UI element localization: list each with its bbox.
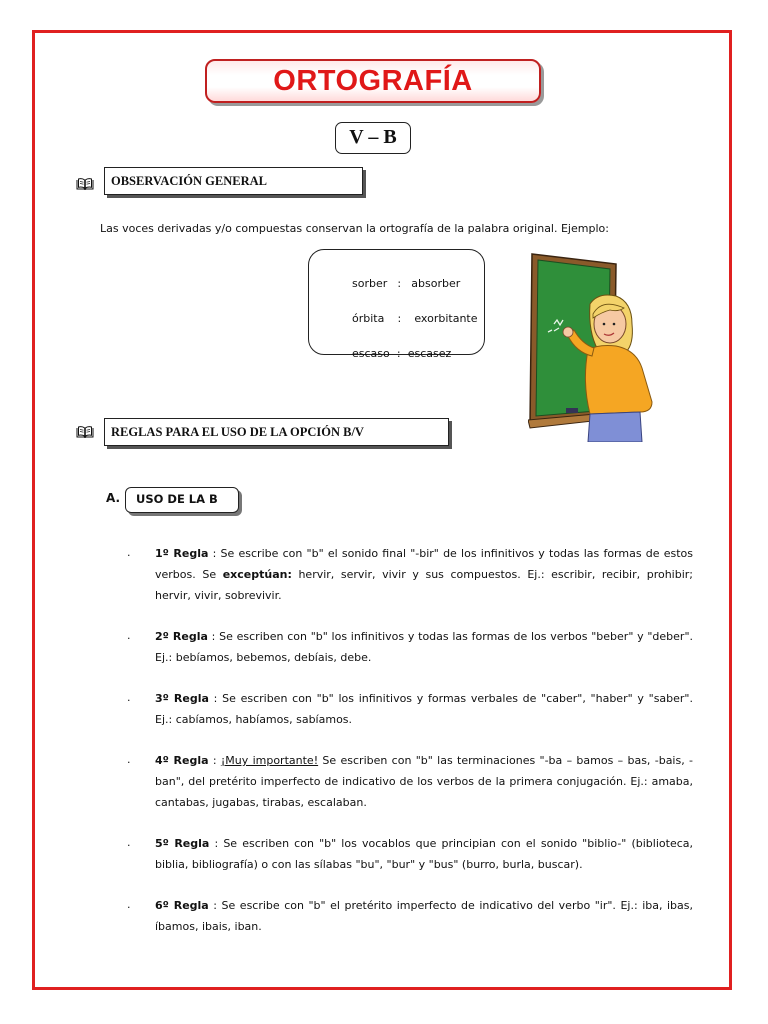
- example-derived: absorber: [411, 277, 461, 290]
- rule-colon: :: [208, 547, 221, 560]
- section-header-reglas: [104, 418, 449, 446]
- rule-bullet: .: [127, 691, 131, 704]
- rule-text: Se escriben con "b" los infinitivos y todas las formas de los verbos "beber" y "deber". Ej.: bebíamos, bebemos, debíais, debe.: [155, 630, 694, 664]
- open-book-icon: [76, 178, 94, 190]
- page-subtitle: V – B: [349, 126, 397, 148]
- subtitle-box: [335, 122, 411, 154]
- example-word: escaso: [352, 347, 390, 360]
- rule-item: [155, 895, 693, 937]
- example-row: [338, 299, 478, 338]
- title-banner: [205, 59, 541, 103]
- rule-label: 3º Regla: [155, 692, 209, 705]
- rule-colon: :: [208, 692, 223, 705]
- example-row: [338, 334, 451, 373]
- rule-colon: :: [208, 899, 222, 912]
- rule-text: Se escriben con "b" los infinitivos y formas verbales de "caber", "haber" y "saber". Ej.: cabíamos, habíamos, sabíamos.: [155, 692, 693, 726]
- rule-item: [155, 626, 693, 668]
- example-separator: :: [396, 347, 401, 360]
- rule-text-cont: hervir, servir, vivir y sus compuestos. Ej.: escribir, recibir, prohibir; hervir, vivir, sobrevivir.: [155, 568, 694, 602]
- rule-emphasis: exceptúan:: [222, 568, 292, 581]
- rule-underlined-note: ¡Muy importante!: [220, 754, 319, 767]
- rule-bullet: .: [127, 629, 131, 642]
- open-book-icon: [76, 426, 94, 438]
- rule-label: 1º Regla: [155, 547, 209, 560]
- page-title: ORTOGRAFÍA: [273, 65, 473, 97]
- example-derived: escasez: [407, 347, 452, 360]
- rule-text: Se escribe con "b" el sonido final "-bir" de los infinitivos y todas las formas de estos verbos. Se: [155, 547, 694, 581]
- examples-box: [308, 249, 485, 360]
- example-word: sorber: [352, 277, 388, 290]
- rule-text: Se escriben con "b" los vocablos que principian con el sonido "biblio-" (biblioteca, biblia, bibliografía) o con las sílabas "bu", "bur" y "bus" (burro, burla, buscar).: [155, 837, 693, 871]
- rule-label: 6º Regla: [155, 899, 209, 912]
- teacher-chalkboard-illustration: [528, 252, 660, 442]
- section-a-box: [125, 487, 239, 513]
- intro-text: Las voces derivadas y/o compuestas conservan la ortografía de la palabra original. Ejemplo:: [100, 222, 609, 235]
- section-title-reglas: REGLAS PARA EL USO DE LA OPCIÓN B/V: [111, 425, 364, 439]
- section-a-letter: A.: [106, 491, 121, 505]
- rule-colon: :: [209, 837, 224, 850]
- section-header-observacion: [104, 167, 363, 195]
- section-title-observacion: OBSERVACIÓN GENERAL: [111, 174, 267, 188]
- rule-bullet: .: [127, 898, 131, 911]
- rule-bullet: .: [127, 546, 131, 559]
- rule-label: 5º Regla: [155, 837, 210, 850]
- rule-label: 4º Regla: [155, 754, 209, 767]
- rule-text: Se escribe con "b" el pretérito imperfecto de indicativo del verbo "ir". Ej.: iba, ibas, íbamos, ibais, iban.: [155, 899, 694, 933]
- rule-item: [155, 750, 693, 813]
- example-word: órbita: [352, 312, 385, 325]
- rule-item: [155, 543, 693, 606]
- rule-item: [155, 688, 693, 730]
- rule-item: [155, 833, 693, 875]
- rule-text: Se escriben con "b" las terminaciones "-ba – bamos – bas, -bais, -ban", del pretérito imperfecto de indicativo de los verbos de la primera conjugación. Ej.: amaba, cantabas, jugabas, tirabas, escalaban.: [155, 754, 694, 809]
- rule-label: 2º Regla: [155, 630, 208, 643]
- example-derived: exorbitante: [414, 312, 478, 325]
- rule-bullet: .: [127, 753, 131, 766]
- rule-bullet: .: [127, 836, 131, 849]
- rule-colon: :: [208, 754, 221, 767]
- section-a-title: USO DE LA B: [136, 492, 218, 506]
- example-separator: :: [397, 312, 402, 325]
- example-separator: :: [397, 277, 402, 290]
- rule-colon: :: [207, 630, 220, 643]
- example-row: [338, 264, 460, 303]
